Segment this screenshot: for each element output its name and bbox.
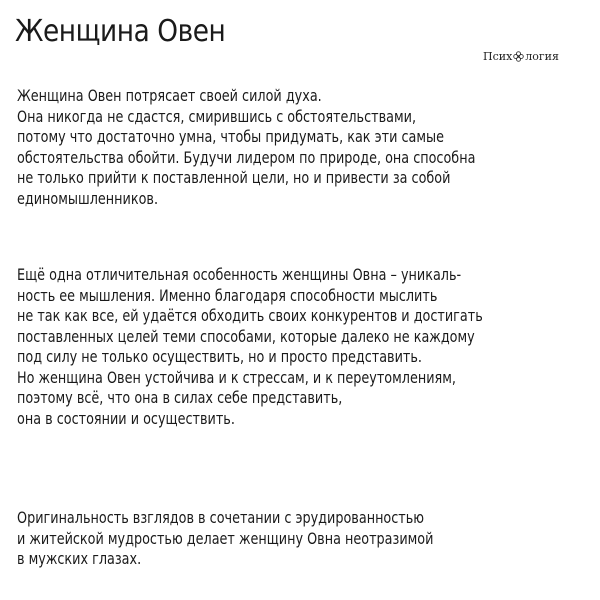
text-line: она в состоянии и осуществить. (17, 408, 235, 428)
text-line: поставленных целей теми способами, которые далеко не каждому (17, 326, 475, 346)
text-line: не только прийти к поставленной цели, но и привести за собой (17, 168, 451, 187)
text-line: ность ее мышления. Именно благодаря способности мыслить (17, 285, 438, 305)
text-line: Ещё одна отличительная особенность женщины Овна – уникаль- (17, 265, 462, 284)
logo-text-right: логия (525, 50, 559, 63)
paragraph-2 (17, 265, 483, 429)
text-line: потому что достаточно умна, чтобы придумать, как эти самые (17, 127, 444, 146)
text-line: и житейской мудростью делает женщину Овна неотразимой (17, 528, 434, 548)
text-line: обстоятельства обойти. Будучи лидером по природе, она способна (17, 147, 476, 167)
text-line: не так как все, ей удаётся обходить своих конкурентов и достигать (17, 306, 483, 325)
brand-logo (483, 50, 559, 63)
article-title: Женщина Овен (15, 14, 226, 49)
text-line: единомышленников. (17, 188, 159, 208)
text-line: в мужских глазах. (17, 549, 142, 568)
flower-icon (513, 51, 524, 62)
logo-text-left: Псих (483, 50, 513, 63)
paragraph-1 (17, 86, 475, 209)
text-line: Она никогда не сдастся, смирившись с обстоятельствами, (17, 106, 417, 126)
text-line: Оригинальность взглядов в сочетании с эрудированностью (17, 508, 425, 527)
text-line: под силу не только осуществить, но и просто представить. (17, 347, 422, 366)
text-line: поэтому всё, что она в силах себе представить, (17, 388, 343, 407)
paragraph-3 (17, 508, 433, 570)
text-line: Но женщина Овен устойчива и к стрессам, и к переутомлениям, (17, 367, 456, 387)
text-line: Женщина Овен потрясает своей силой духа. (17, 86, 322, 105)
